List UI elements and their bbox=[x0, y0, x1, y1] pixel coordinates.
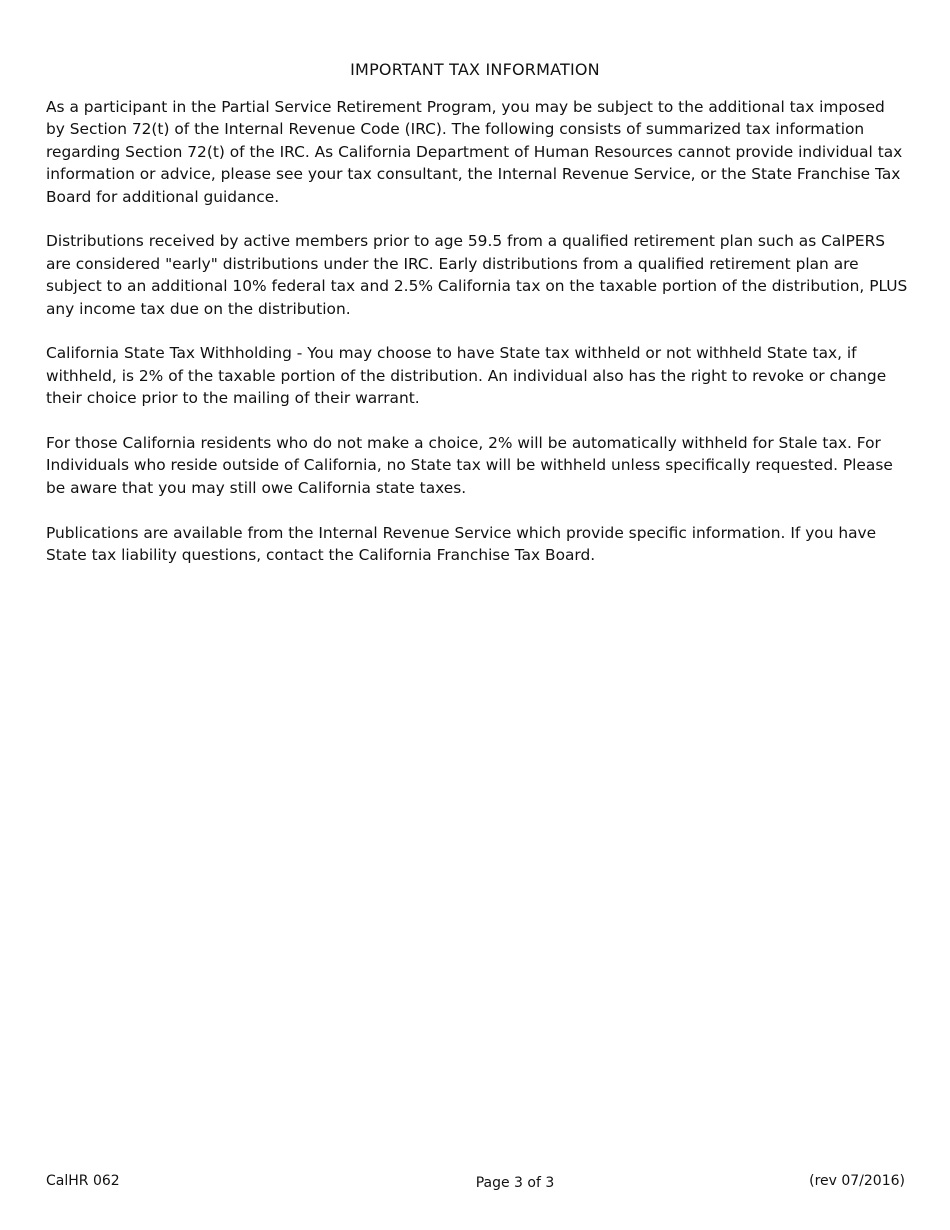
paragraph-publications: Publications are available from the Internal Revenue Service which provide specific information. If you have State tax liability questions, contact the California Franchise Tax Board. bbox=[46, 523, 877, 565]
document-body bbox=[46, 96, 908, 589]
paragraph-residents: For those California residents who do not make a choice, 2% will be automatically withheld for Stale tax. For Individuals who reside outside of California, no State tax will be withheld unless specifically requested. Please be aware that you may still owe California state taxes. bbox=[46, 434, 893, 497]
footer-revision: (rev 07/2016) bbox=[809, 1173, 905, 1189]
paragraph-state-withholding: California State Tax Withholding - You may choose to have State tax withheld or not withheld State tax, if withheld, is 2% of the taxable portion of the distribution. An individual also has the right to revoke or change their choice prior to the mailing of their warrant. bbox=[46, 344, 887, 408]
footer-page-number: Page 3 of 3 bbox=[475, 1175, 555, 1191]
document-title: IMPORTANT TAX INFORMATION bbox=[350, 60, 600, 79]
paragraph-early-distributions: Distributions received by active members prior to age 59.5 from a qualified retirement plan such as CalPERS are considered "early" distributions under the IRC. Early distributions from a qualified retirement plan are subject to an additional 10% federal tax and 2.5% California tax on the taxable portion of the distribution, PLUS any income tax due on the distribution. bbox=[46, 232, 908, 318]
paragraph-intro: As a participant in the Partial Service Retirement Program, you may be subject to the additional tax imposed by Section 72(t) of the Internal Revenue Code (IRC). The following consists of summarized tax information regarding Section 72(t) of the IRC. As California Department of Human Resources cannot provide individual tax information or advice, please see your tax consultant, the Internal Revenue Service, or the State Franchise Tax Board for additional guidance. bbox=[46, 98, 903, 206]
footer-form-id: CalHR 062 bbox=[46, 1173, 120, 1189]
